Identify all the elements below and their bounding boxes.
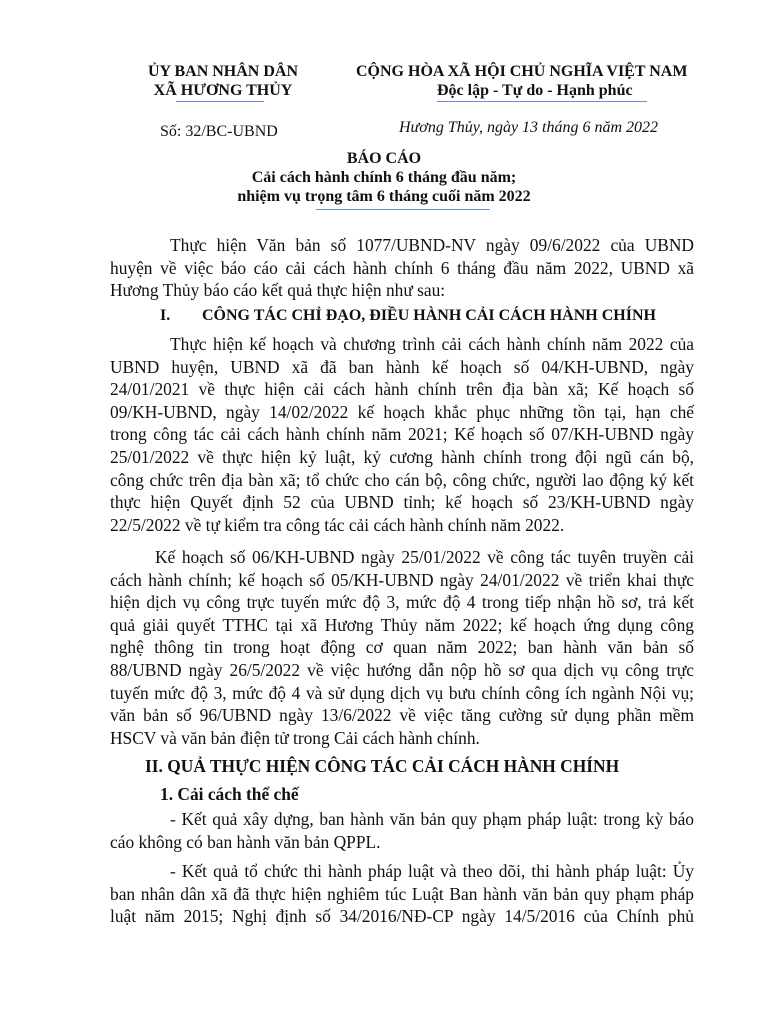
motto-underline bbox=[437, 101, 647, 102]
section-1-paragraph-1 bbox=[110, 333, 694, 536]
section-2-subheading-1: 1. Cải cách thể chế bbox=[160, 784, 299, 804]
paragraph-line: trong công tác cải cách hành chính năm 2021; Kế hoạch số 07/KH-UBND ngày bbox=[110, 424, 694, 445]
section-1-number: I. bbox=[160, 307, 171, 324]
paragraph-line: ban nhân dân xã đã thực hiện nghiêm túc Luật Ban hành văn bản quy phạm pháp bbox=[110, 883, 694, 904]
report-subtitle-1: Cải cách hành chính 6 tháng đầu năm; bbox=[251, 169, 517, 186]
national-motto: Độc lập - Tự do - Hạnh phúc bbox=[437, 82, 633, 99]
paragraph-line: tuyến mức độ 3, mức độ 4 và sử dụng dịch vụ bưu chính công ích ngành Nội vụ; bbox=[110, 682, 694, 703]
section-1-paragraph-2 bbox=[110, 546, 694, 749]
paragraph-line: Thực hiện kế hoạch và chương trình cải cách hành chính năm 2022 của bbox=[170, 334, 694, 354]
section-2-heading: II. QUẢ THỰC HIỆN CÔNG TÁC CẢI CÁCH HÀNH CHÍNH bbox=[145, 756, 620, 776]
paragraph-line: Kế hoạch số 06/KH-UBND ngày 25/01/2022 về công tác tuyên truyền cải bbox=[155, 547, 694, 567]
issuer-line-1: ỦY BAN NHÂN DÂN bbox=[147, 63, 299, 80]
section-2-item-1 bbox=[110, 808, 694, 853]
paragraph-line: công chức trên địa bàn xã; tổ chức cho cán bộ, công chức, người lao động ký kết bbox=[110, 469, 694, 490]
intro-line: huyện về việc báo cáo cải cách hành chính 6 tháng đầu năm 2022, UBND xã bbox=[110, 257, 694, 278]
paragraph-line: UBND huyện, UBND xã đã ban hành kế hoạch số 04/KH-UBND, ngày bbox=[110, 356, 694, 377]
report-title: BÁO CÁO bbox=[346, 150, 422, 167]
paragraph-line: cáo không có ban hành văn bản QPPL. bbox=[110, 831, 381, 852]
place-date: Hương Thủy, ngày 13 tháng 6 năm 2022 bbox=[399, 119, 659, 136]
issuer-line-2: XÃ HƯƠNG THỦY bbox=[153, 82, 293, 99]
section-1-heading: CÔNG TÁC CHỈ ĐẠO, ĐIỀU HÀNH CẢI CÁCH HÀNH CHÍNH bbox=[202, 307, 656, 324]
paragraph-line: quả giải quyết TTHC tại xã Hương Thủy năm 2022; kế hoạch ứng dụng công bbox=[110, 614, 694, 635]
paragraph-line: nghệ thông tin trong hoạt động cơ quan năm 2022; ban hành văn bản số bbox=[110, 637, 694, 658]
intro-paragraph bbox=[110, 234, 694, 302]
paragraph-line: 25/01/2022 về thực hiện kỷ luật, kỷ cương hành chính trong đội ngũ cán bộ, bbox=[110, 446, 694, 467]
paragraph-line: thực hiện Quyết định 52 của UBND tỉnh; kế hoạch số 23/KH-UBND ngày bbox=[110, 492, 694, 513]
issuer-underline bbox=[176, 101, 264, 102]
paragraph-line: 24/01/2021 về thực hiện cải cách hành chính trên địa bàn xã; Kế hoạch số bbox=[110, 379, 694, 400]
paragraph-line: 88/UBND ngày 26/5/2022 về việc hướng dẫn nộp hồ sơ qua dịch vụ công trực bbox=[110, 659, 694, 680]
section-2-item-2 bbox=[110, 860, 694, 928]
paragraph-line: 22/5/2022 về tự kiểm tra công tác cải cách hành chính năm 2022. bbox=[110, 514, 565, 535]
paragraph-line: - Kết quả xây dựng, ban hành văn bản quy phạm pháp luật: trong kỳ báo bbox=[170, 809, 694, 829]
paragraph-line: HSCV và văn bản điện tử trong Cải cách hành chính. bbox=[110, 727, 480, 748]
paragraph-line: luật năm 2015; Nghị định số 34/2016/NĐ-CP ngày 14/5/2016 của Chính phủ bbox=[110, 906, 694, 927]
paragraph-line: cách hành chính; kế hoạch số 05/KH-UBND ngày 24/01/2022 về triển khai thực bbox=[110, 569, 694, 590]
paragraph-line: 09/KH-UBND, ngày 14/02/2022 kế hoạch khắc phục những tồn tại, hạn chế bbox=[110, 401, 694, 422]
paragraph-line: - Kết quả tổ chức thi hành pháp luật và theo dõi, thi hành pháp luật: Ủy bbox=[170, 861, 694, 881]
title-underline bbox=[316, 209, 490, 210]
intro-line: Thực hiện Văn bản số 1077/UBND-NV ngày 09/6/2022 của UBND bbox=[170, 235, 694, 255]
national-title: CỘNG HÒA XÃ HỘI CHỦ NGHĨA VIỆT NAM bbox=[356, 63, 688, 80]
paragraph-line: văn bản số 96/UBND ngày 13/6/2022 về việc tăng cường sử dụng phần mềm bbox=[110, 705, 694, 726]
report-subtitle-2: nhiệm vụ trọng tâm 6 tháng cuối năm 2022 bbox=[237, 188, 531, 205]
intro-line: Hương Thủy báo cáo kết quả thực hiện như sau: bbox=[110, 280, 446, 301]
paragraph-line: hiện dịch vụ công trực tuyến mức độ 3, mức độ 4 trong tiếp nhận hồ sơ, trả kết bbox=[110, 592, 694, 613]
document-number: Số: 32/BC-UBND bbox=[160, 123, 278, 140]
